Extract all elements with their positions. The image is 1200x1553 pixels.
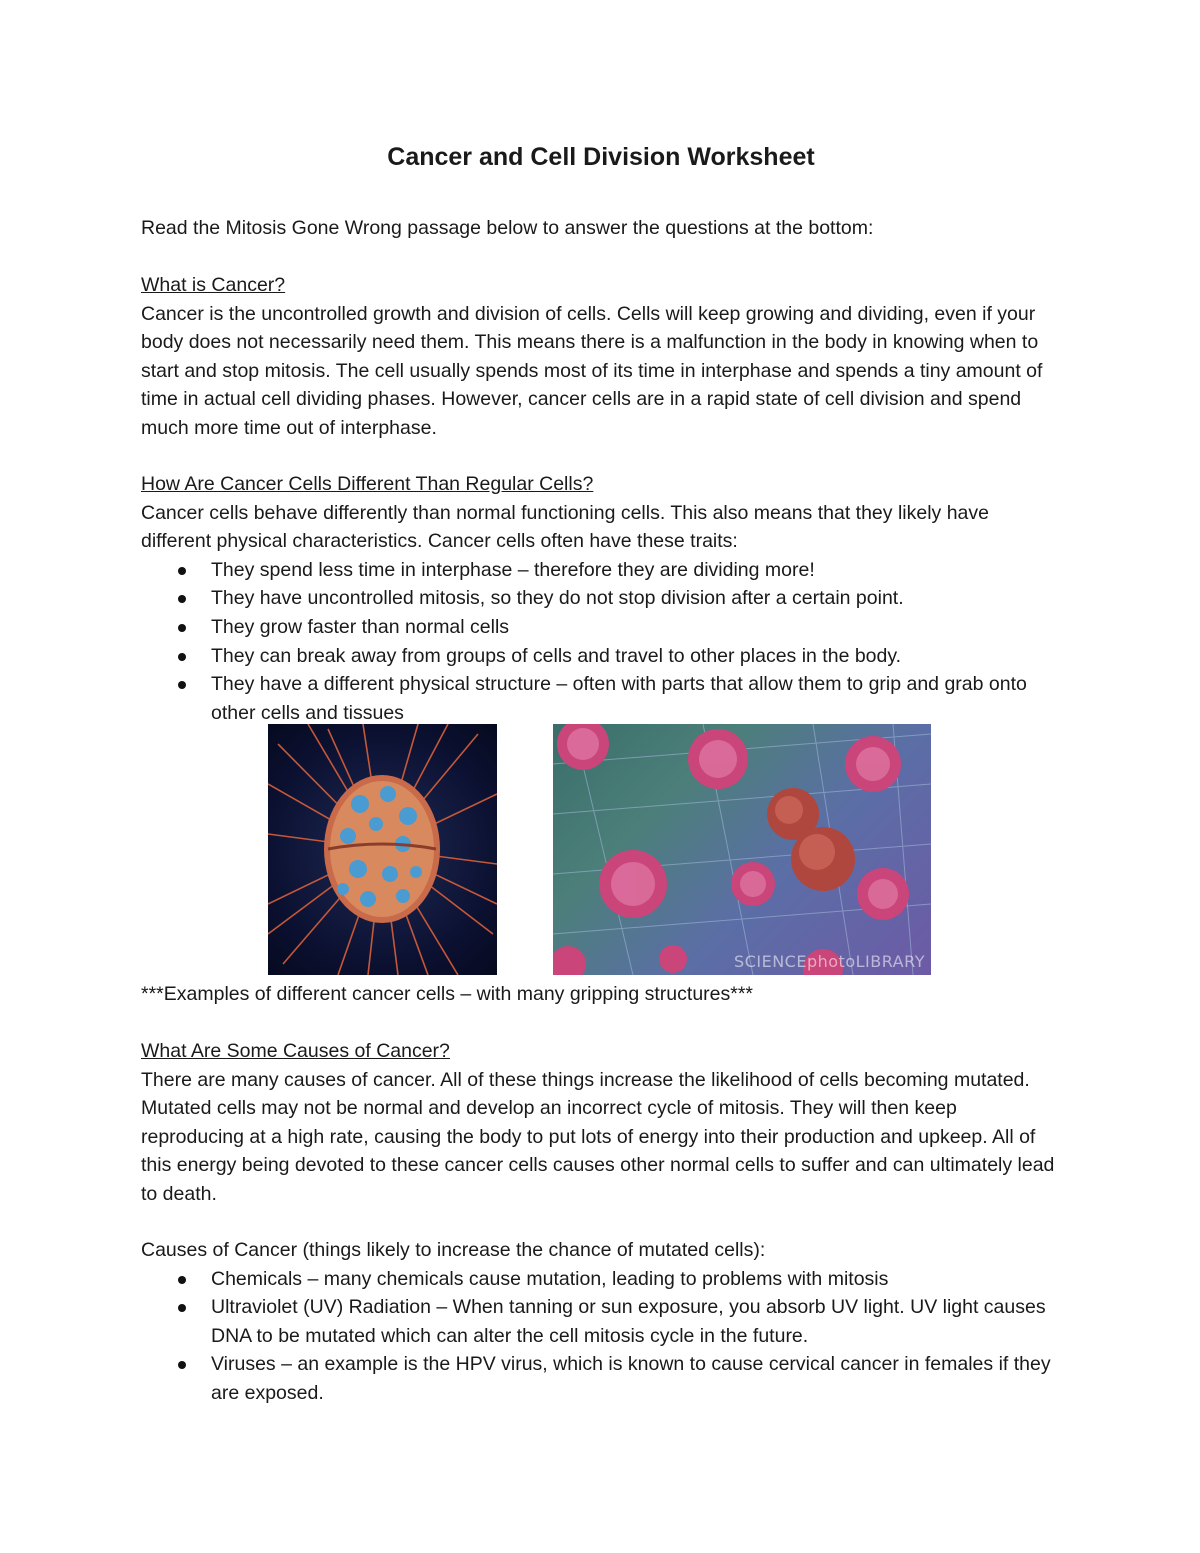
section-heading: What is Cancer? <box>141 274 286 296</box>
image-watermark: SCIENCEphotoLIBRARY <box>734 952 925 971</box>
section-heading: Causes of Cancer (things likely to increase the chance of mutated cells): <box>141 1239 766 1261</box>
list-item: Ultraviolet (UV) Radiation – When tanning or sun exposure, you absorb UV light. UV light causes DNA to be mutated which can alter the cell mitosis cycle in the future. <box>211 1293 1061 1350</box>
section-body: Cancer is the uncontrolled growth and division of cells. Cells will keep growing and dividing, even if your body does not necessarily need them. This means there is a malfunction in the body in knowing when to start and stop mitosis. The cell usually spends most of its time in interphase and spends a tiny amount of time in actual cell dividing phases. However, cancer cells are in a rapid state of cell division and spend much more time out of interphase. <box>141 302 1043 439</box>
intro-text: Read the Mitosis Gone Wrong passage below to answer the questions at the bottom: <box>141 217 874 239</box>
list-item: They can break away from groups of cells and travel to other places in the body. <box>211 642 1061 671</box>
section-what-is-cancer <box>141 271 1061 443</box>
list-item: They spend less time in interphase – therefore they are dividing more! <box>211 556 1061 585</box>
list-item: They have a different physical structure – often with parts that allow them to grip and grab onto other cells and tissues <box>211 670 1061 727</box>
traits-list <box>141 556 1061 728</box>
section-cancer-vs-regular <box>141 470 1061 727</box>
section-heading: What Are Some Causes of Cancer? <box>141 1040 450 1062</box>
cancer-cell-image-1 <box>268 724 497 975</box>
page-title: Cancer and Cell Division Worksheet <box>387 143 815 171</box>
causes-list <box>141 1265 1061 1408</box>
section-body: There are many causes of cancer. All of these things increase the likelihood of cells becoming mutated. Mutated cells may not be normal and develop an incorrect cycle of mitosis. They will then keep reproducing at a high rate, causing the body to put lots of energy into their production and upkeep. All of this energy being devoted to these cancer cells causes other normal cells to suffer and can ultimately lead to death. <box>141 1068 1055 1205</box>
section-causes-list <box>141 1236 1061 1408</box>
list-item: They grow faster than normal cells <box>211 613 1061 642</box>
cancer-cell-figures <box>268 724 931 976</box>
dividing-cancer-cell-illustration <box>268 724 497 975</box>
cancer-cells-micrograph-illustration <box>553 724 931 975</box>
figure-caption: ***Examples of different cancer cells – with many gripping structures*** <box>141 983 754 1005</box>
section-causes-overview <box>141 1037 1061 1209</box>
cancer-cell-image-2 <box>553 724 931 975</box>
section-body: Cancer cells behave differently than normal functioning cells. This also means that they likely have different physical characteristics. Cancer cells often have these traits: <box>141 501 989 553</box>
section-heading: How Are Cancer Cells Different Than Regular Cells? <box>141 473 594 495</box>
list-item: They have uncontrolled mitosis, so they do not stop division after a certain point. <box>211 584 1061 613</box>
list-item: Chemicals – many chemicals cause mutation, leading to problems with mitosis <box>211 1265 1061 1294</box>
list-item: Viruses – an example is the HPV virus, which is known to cause cervical cancer in females if they are exposed. <box>211 1350 1061 1407</box>
